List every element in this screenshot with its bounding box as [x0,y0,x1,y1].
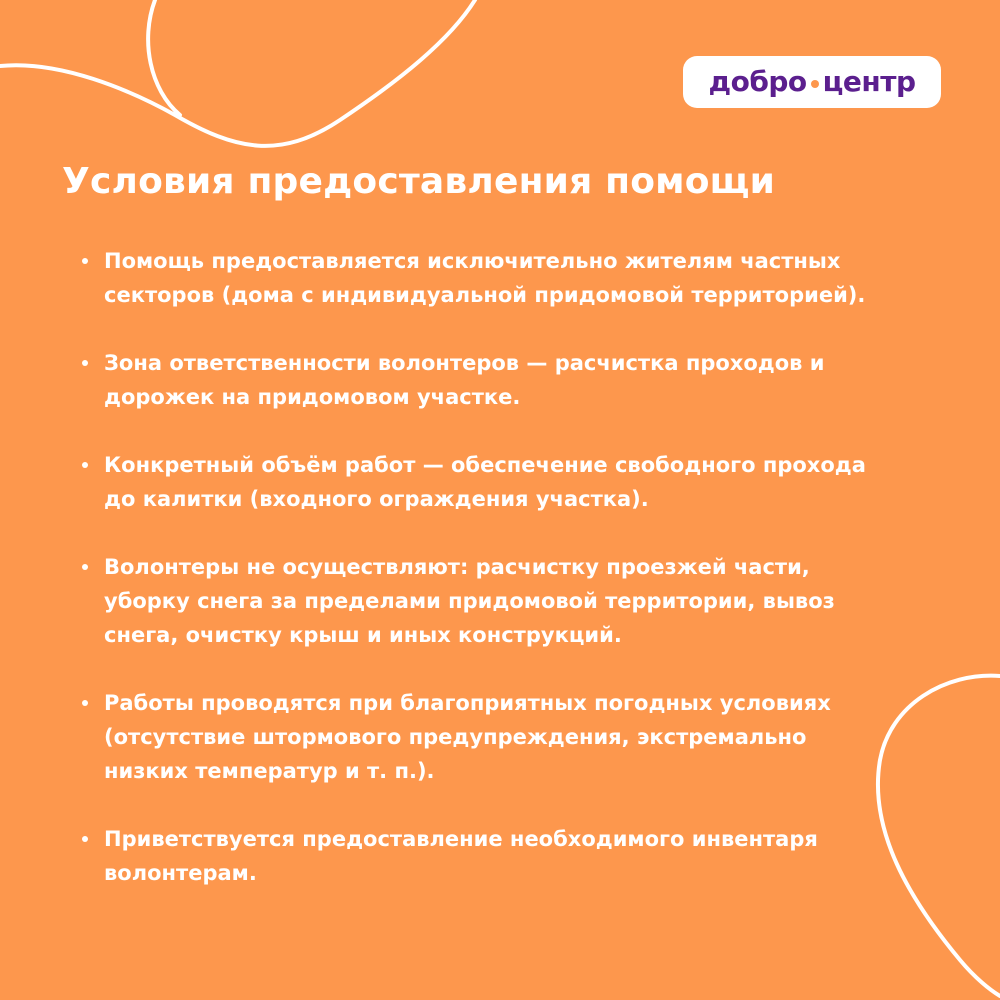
bullet-icon [82,564,88,570]
condition-text: Помощь предоставляется исключительно жителям частных секторов (дома с индивидуальной придомовой территорией). [104,249,866,307]
bullet-icon [82,700,88,706]
condition-text: Зона ответственности волонтеров — расчистка проходов и дорожек на придомовом участке. [104,351,825,409]
page-title: Условия предоставления помощи [62,161,776,202]
bottom-right-curve [878,676,1000,996]
condition-text: Приветствуется предоставление необходимого инвентаря волонтерам. [104,827,818,885]
list-item [82,550,872,652]
brand-logo [683,56,941,108]
list-item [82,244,872,312]
condition-text: Работы проводятся при благоприятных погодных условиях (отсутствие штормового предупреждения, экстремально низких температур и т. п.). [104,691,831,783]
logo-text-right: центр [822,65,916,98]
list-item [82,448,872,516]
logo-dot-icon [811,80,819,88]
conditions-list [82,244,872,924]
logo-text-left: добро [708,65,807,98]
bullet-icon [82,258,88,264]
list-item [82,686,872,788]
list-item [82,822,872,890]
condition-text: Волонтеры не осуществляют: расчистку проезжей части, уборку снега за пределами придомовой территории, вывоз снега, очистку крыш и иных конструкций. [104,555,835,647]
condition-text: Конкретный объём работ — обеспечение свободного прохода до калитки (входного ограждения участка). [104,453,866,511]
bullet-icon [82,360,88,366]
bullet-icon [82,836,88,842]
list-item [82,346,872,414]
top-left-curve [0,0,475,146]
bullet-icon [82,462,88,468]
